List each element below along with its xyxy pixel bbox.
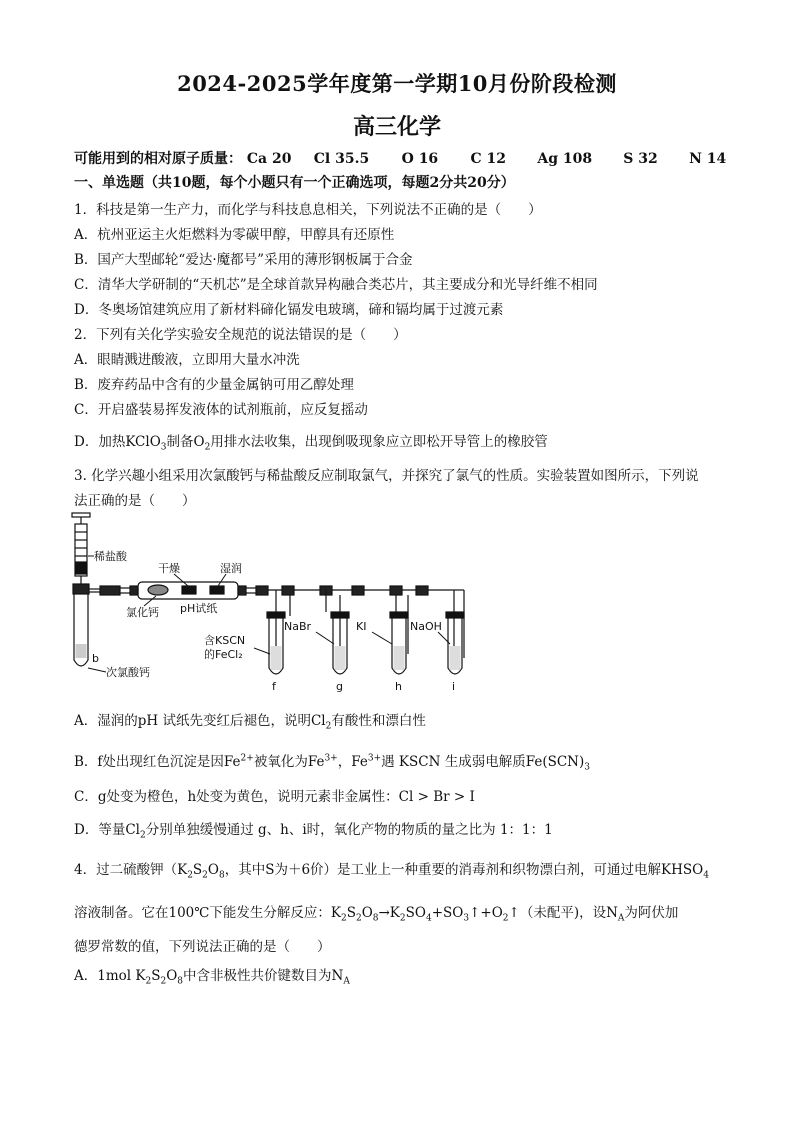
q4-stem-line1	[74, 858, 709, 881]
q4-l1-t3: O	[207, 862, 219, 878]
q3-option-c: C．g处变为橙色，h处变为黄色，说明元素非金属性：Cl > Br > I	[74, 789, 475, 805]
q2-d-sub-1: 3	[160, 442, 167, 453]
q2-d-sub-2: 2	[204, 442, 211, 453]
q4-l2-t4: →K	[378, 905, 400, 921]
q2-option-a: A．眼睛溅进酸液，立即用大量水冲洗	[74, 352, 300, 368]
label-g: g	[336, 680, 343, 693]
q3-d-text-2: 分别单独缓慢通过 g、h、i时，氧化产物的物质的量之比为 1：1：1	[145, 822, 553, 838]
q4-l2-t3: O	[361, 905, 373, 921]
q4-option-a	[74, 964, 350, 987]
q3-d-sub: 2	[139, 830, 146, 841]
mass-ca: Ca 20	[246, 151, 292, 167]
q4-l2-s2: 2	[355, 913, 362, 924]
q3-a-sub: 2	[325, 721, 332, 732]
q2-option-b: B．废弃药品中含有的少量金属钠可用乙醇处理	[74, 377, 354, 393]
q3-a-text-2: 有酸性和漂白性	[331, 713, 426, 729]
q3-option-b	[74, 750, 590, 773]
q4-l2-s1: 2	[340, 913, 347, 924]
mass-o: O 16	[401, 151, 439, 167]
q2-option-d	[74, 430, 548, 453]
q4-l1-s2: 2	[202, 870, 208, 881]
q4-l2-t2: S	[346, 905, 356, 921]
q4-l2-s3: 8	[372, 913, 379, 924]
label-f: f	[272, 680, 276, 693]
dry-label: 干燥	[158, 562, 180, 575]
label-h: h	[395, 680, 402, 693]
q3-b-sup-2: 3+	[324, 753, 338, 764]
q4-a-t1: A．1mol K	[74, 968, 146, 984]
drying-tube-icon	[100, 582, 256, 599]
mass-s: S 32	[623, 151, 658, 167]
q4-l2-t5: SO	[405, 905, 426, 921]
q2-d-text-2: 制备O	[166, 434, 205, 450]
q3-stem-line1: 3. 化学兴趣小组采用次氯酸钙与稀盐酸反应制取氯气，并探究了氯气的性质。实验装置如图所示，下列说	[74, 468, 699, 484]
atomic-masses-line	[74, 148, 726, 168]
apparatus-diagram	[70, 508, 480, 698]
exam-title: 2024-2025学年度第一学期10月份阶段检测	[177, 71, 617, 96]
q4-l2-t7: ↑+O	[469, 905, 503, 921]
test-tube-g-icon	[326, 590, 349, 674]
q2-d-text-1: D．加热KClO	[74, 434, 161, 450]
q4-l1-t2: S	[192, 862, 203, 878]
mass-c: C 12	[470, 151, 506, 167]
q4-l2-s7: 2	[502, 913, 509, 924]
q3-b-sub: 3	[584, 762, 590, 773]
q4-a-s1: 2	[145, 976, 152, 987]
label-i: i	[452, 680, 456, 693]
q3-b-sup-3: 3+	[367, 753, 382, 764]
q1-option-d: D．冬奥场馆建筑应用了新材料碲化镉发电玻璃，碲和镉均属于过渡元素	[74, 302, 504, 318]
q3-option-a	[74, 709, 426, 732]
kscn-label-1: 含KSCN	[204, 634, 246, 647]
test-tube-h-icon	[390, 595, 408, 674]
q4-l1-s3: 8	[218, 870, 225, 881]
nabr-label: NaBr	[284, 620, 312, 633]
caclo-label: 次氯酸钙	[106, 666, 150, 679]
q1-option-a: A．杭州亚运主火炬燃料为零碳甲醇，甲醇具有还原性	[74, 227, 395, 243]
q2-option-c: C．开启盛装易挥发液体的试剂瓶前，应反复摇动	[74, 402, 368, 418]
ph-paper-label: pH试纸	[180, 602, 218, 615]
q4-l2-t9: 为阿伏加	[624, 905, 679, 921]
acid-label: 稀盐酸	[94, 550, 127, 563]
q2-stem: 2．下列有关化学实验安全规范的说法错误的是（ ）	[74, 327, 407, 343]
q4-stem-line2	[74, 901, 678, 924]
wet-label: 湿润	[220, 562, 242, 575]
q4-l1-t1: 4．过二硫酸钾（K	[74, 862, 188, 878]
q4-a-t2: S	[151, 968, 161, 984]
q4-a-s2: 2	[160, 976, 167, 987]
atomic-masses-label: 可能用到的相对原子质量：	[74, 151, 242, 167]
q3-d-text-1: D．等量Cl	[74, 822, 140, 838]
q4-a-s4: A	[343, 976, 350, 987]
q4-a-s3: 8	[177, 976, 183, 987]
q4-stem-line3: 德罗常数的值，下列说法正确的是（ ）	[74, 939, 331, 955]
mass-ag: Ag 108	[537, 151, 593, 167]
q4-l2-t8: ↑（未配平)，设N	[508, 905, 618, 921]
exam-subtitle: 高三化学	[352, 114, 441, 140]
q4-l1-t4: ，其中S为＋6价）是工业上一种重要的消毒剂和织物漂白剂，可通过电解KHSO	[224, 862, 704, 878]
q3-b-text-2: 被氧化为Fe	[253, 754, 325, 770]
syringe-icon	[72, 513, 90, 584]
q4-l1-s4: 4	[703, 870, 709, 881]
q4-l2-s4: 2	[399, 913, 406, 924]
q3-b-text-4: 遇 KSCN 生成弱电解质Fe(SCN)	[381, 754, 585, 770]
b-label: b	[92, 652, 99, 665]
q3-b-text-1: B．f处出现红色沉淀是因Fe	[74, 754, 241, 770]
q1-option-b: B．国产大型邮轮“爱达·魔都号”采用的薄形钢板属于合金	[74, 252, 413, 268]
section-heading: 一、单选题（共10题，每个小题只有一个正确选项，每题2分共20分）	[74, 175, 515, 191]
q4-l2-s8: A	[617, 913, 625, 924]
ki-label: KI	[356, 620, 367, 633]
mass-n: N 14	[689, 151, 727, 167]
kscn-label-2: 的FeCl₂	[204, 648, 243, 661]
q4-l2-t6: +SO	[431, 905, 464, 921]
q3-stem-line2: 法正确的是（ ）	[74, 493, 196, 509]
q4-a-t4: 中含非极性共价键数目为N	[183, 968, 344, 984]
q3-b-text-3: ，Fe	[337, 754, 368, 770]
test-tube-i-icon	[446, 590, 464, 674]
q1-stem: 1．科技是第一生产力，而化学与科技息息相关，下列说法不正确的是（ ）	[74, 202, 542, 218]
q3-option-d	[74, 818, 553, 841]
q4-l1-s1: 2	[187, 870, 193, 881]
q4-l2-t1: 溶液制备。它在100℃下能发生分解反应：K	[74, 905, 341, 921]
q4-l2-s5: 4	[425, 913, 432, 924]
q2-d-text-3: 用排水法收集，出现倒吸现象应立即松开导管上的橡胶管	[210, 434, 548, 450]
naoh-label: NaOH	[410, 620, 442, 633]
q4-a-t3: O	[166, 968, 178, 984]
q3-b-sup-1: 2+	[240, 753, 254, 764]
mass-cl: Cl 35.5	[313, 151, 370, 167]
q1-option-c: C．清华大学研制的“天机芯”是全球首款异构融合类芯片，其主要成分和光导纤维不相同	[74, 277, 598, 293]
cacl2-label: 氯化钙	[126, 606, 159, 619]
q3-a-text-1: A．湿润的pH 试纸先变红后褪色，说明Cl	[74, 713, 326, 729]
q4-l2-s6: 3	[463, 913, 470, 924]
